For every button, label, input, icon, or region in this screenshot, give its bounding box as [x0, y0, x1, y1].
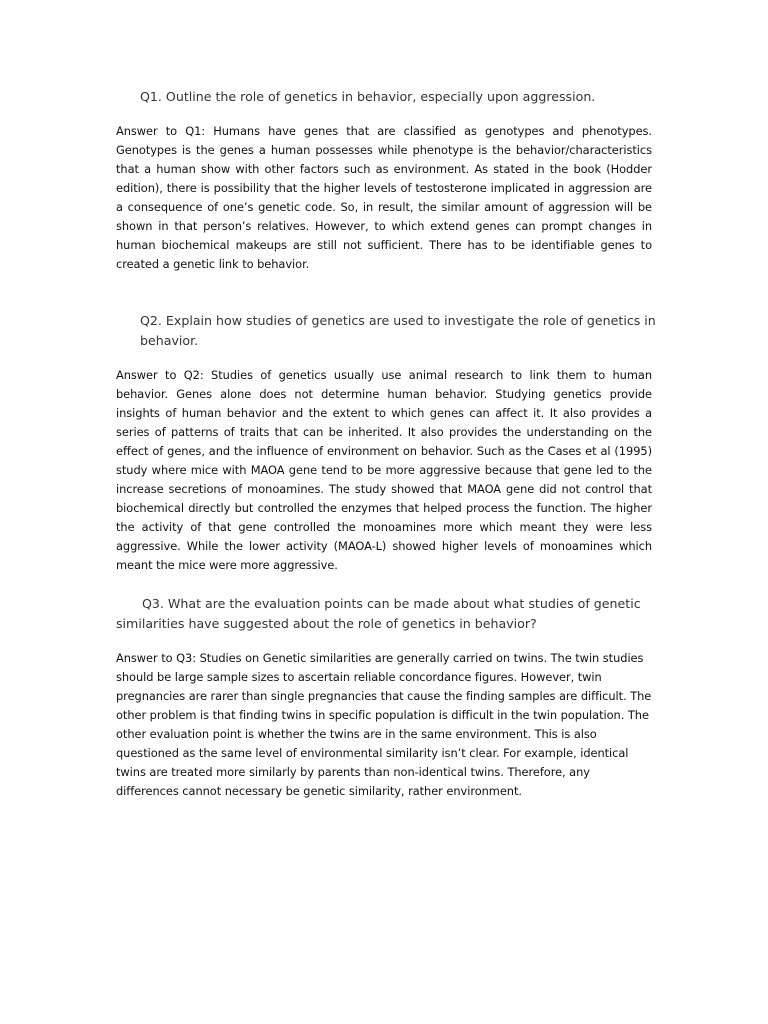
answer-2-paragraph: Answer to Q2: Studies of genetics usually use animal research to link them to human behavior. Genes alone does not determine human behavior. Studying genetics provide insights of human behavior and the extent to which genes can affect it. It also provides a series of patterns of traits that can be inherited. It also provides the understanding on the effect of genes, and the influence of environment on behavior. Such as the Cases et al (1995) study where mice with MAOA gene tend to be more aggressive because that gene led to the increase secretions of monoamines. The study showed that MAOA gene did not control that biochemical directly but controlled the enzymes that helped process the function. The higher the activity of that gene controlled the monoamines more which meant they were less aggressive. While the lower activity (MAOA-L) showed higher levels of monoamines which meant the mice were more aggressive. — [116, 368, 652, 572]
answer-1-paragraph: Answer to Q1: Humans have genes that are classified as genotypes and phenotypes. Genotypes is the genes a human possesses while phenotype is the behavior/characteristics that a human show with other factors such as environment. As stated in the book (Hodder edition), there is possibility that the higher levels of testosterone implicated in aggression are a consequence of one’s genetic code. So, in result, the similar amount of aggression will be shown in that person’s relatives. However, to which extend genes can prompt changes in human biochemical makeups are still not sufficient. There has to be identifiable genes to created a genetic link to behavior. — [116, 124, 652, 271]
answer-3-paragraph: Answer to Q3: Studies on Genetic similarities are generally carried on twins. The twin studies should be large sample sizes to ascertain reliable concordance figures. However, twin pregnancies are rarer than single pregnancies that cause the finding samples are difficult. The other problem is that finding twins in specific population is difficult in the twin population. The other evaluation point is whether the twins are in the same environment. This is also questioned as the same level of environmental similarity isn’t clear. For example, identical twins are treated more similarly by parents than non-identical twins. Therefore, any differences cannot necessary be genetic similarity, rather environment. — [116, 651, 652, 798]
question-3-heading: Q3. What are the evaluation points can be made about what studies of genetic similarities have suggested about the role of genetics in behavior? — [116, 596, 641, 631]
question-2-heading: Q2. Explain how studies of genetics are used to investigate the role of genetics in behavior. — [140, 313, 656, 348]
question-1-heading: Q1. Outline the role of genetics in behavior, especially upon aggression. — [140, 89, 596, 104]
